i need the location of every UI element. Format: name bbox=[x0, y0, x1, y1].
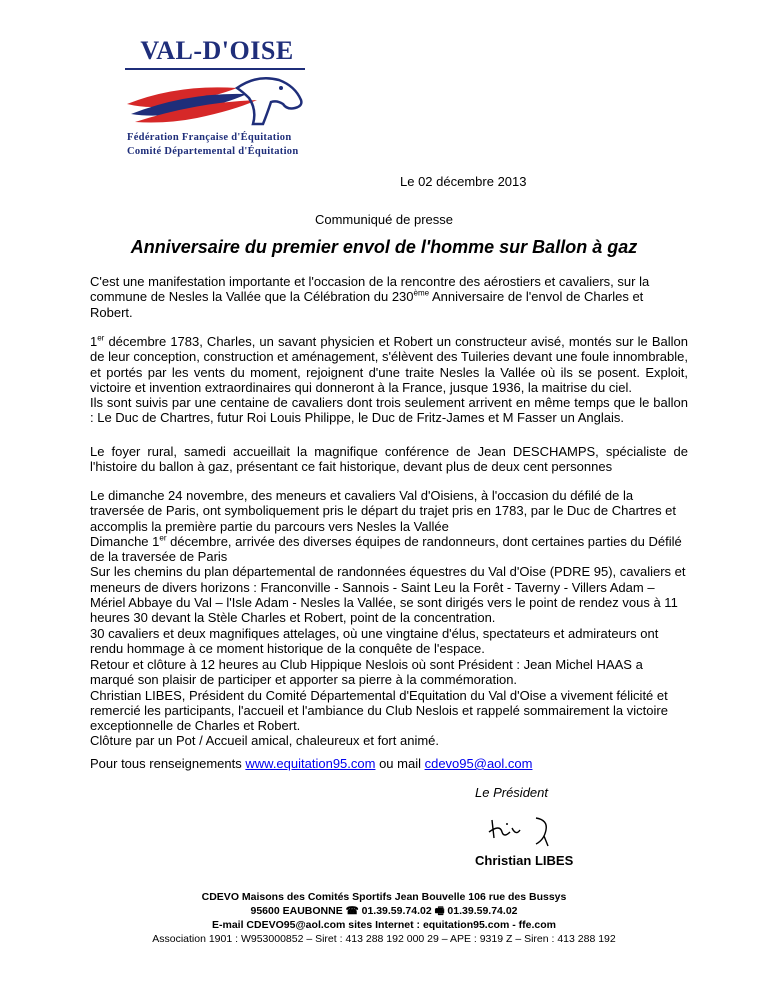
contact-prefix: Pour tous renseignements bbox=[90, 756, 246, 771]
intro-text-start: C'est une manifestation importante et l'occasion de la rencontre des aérostiers et cavaliers, sur la commune de Nesles la Vallée que la Célébration du 230 bbox=[90, 274, 650, 305]
history-day: 1 bbox=[90, 334, 98, 349]
closing-line-2: Christian LIBES, Président du Comité Départemental d'Equitation du Val d'Oise a vivement félicité et remercié les participants, l'accueil et l'ambiance du Club Neslois et rappelé sommairement la victoire exceptionnelle de Charles et Robert. bbox=[90, 687, 668, 734]
history-text: décembre 1783, Charles, un savant physicien et Robert un constructeur avisé, montés sur le Ballon de leur conception, construction et aménagement, s'élèvent des Tuileries devant une foule innombrable, et portés par les vents du moment, rejoignent d'une traite Nesles la Vallée où ils se posent. Exploit, victoire et invention extraordinaires qui donneront à la France, jusque 1936, la maitrise du ciel. bbox=[90, 334, 688, 395]
press-release-label: Communiqué de presse bbox=[314, 212, 454, 227]
intro-superscript: ème bbox=[413, 288, 430, 298]
events-paragraph bbox=[90, 488, 688, 656]
footer-address: CDEVO Maisons des Comités Sportifs Jean Bouvelle 106 rue des Bussys bbox=[201, 891, 567, 903]
intro-paragraph bbox=[90, 274, 688, 320]
closing-line-3: Clôture par un Pot / Accueil amical, chaleureux et fort animé. bbox=[90, 733, 440, 749]
events-line-2 bbox=[90, 534, 688, 565]
events-line-4: 30 cavaliers et deux magnifiques attelages, où une vingtaine d'élus, spectateurs et admirateurs ont rendu hommage à ce moment historique de la conquête de l'espace. bbox=[90, 625, 659, 656]
footer bbox=[0, 890, 768, 946]
history-riders-text: Ils sont suivis par une centaine de cavaliers dont trois seulement arrivent en même temps que le ballon : Le Duc de Chartres, futur Roi Louis Philippe, le Duc de Fritz-James et M Fasser un Anglais. bbox=[90, 395, 688, 426]
document-date: Le 02 décembre 2013 bbox=[400, 174, 527, 189]
signature-name: Christian LIBES bbox=[475, 853, 574, 868]
conference-text: Le foyer rural, samedi accueillait la magnifique conférence de Jean DESCHAMPS, spécialiste de l'histoire du ballon à gaz, présentant ce fait historique, devant plus de deux cent personnes bbox=[90, 444, 688, 475]
contact-middle: ou mail bbox=[375, 756, 425, 771]
intro-text-end: Anniversaire de l'envol de Charles et Robert. bbox=[90, 289, 644, 320]
logo-title: VAL-D'OISE bbox=[140, 36, 294, 65]
footer-registration: Association 1901 : W953000852 – Siret : 413 288 192 000 29 – APE : 9319 Z – Siren : 413 288 192 bbox=[152, 933, 616, 945]
headline: Anniversaire du premier envol de l'homme sur Ballon à gaz bbox=[130, 237, 638, 257]
federation-logo bbox=[117, 32, 317, 168]
conference-paragraph bbox=[90, 444, 688, 475]
email-link[interactable]: cdevo95@aol.com bbox=[424, 756, 533, 771]
logo-federation-text: Fédération Française d'Équitation bbox=[127, 132, 292, 143]
events-superscript: er bbox=[159, 533, 167, 543]
events-line-1: Le dimanche 24 novembre, des meneurs et cavaliers Val d'Oisiens, à l'occasion du défilé de la traversée de Paris, ont symboliquement pris le départ du trajet pris en 1783, par le Duc de Chartres et accomplis la première partie du parcours vers Nesles la Vallée bbox=[90, 488, 677, 534]
contact-info bbox=[90, 756, 688, 771]
history-superscript: er bbox=[97, 333, 105, 343]
handwritten-signature bbox=[486, 810, 566, 850]
logo-comite-text: Comité Départemental d'Équitation bbox=[127, 146, 299, 157]
history-paragraph bbox=[90, 334, 688, 426]
footer-phone: 95600 EAUBONNE ☎ 01.39.59.74.02 🖷 01.39.59.74.02 bbox=[250, 905, 518, 917]
events-line-3: Sur les chemins du plan départemental de randonnées équestres du Val d'Oise (PDRE 95), cavaliers et meneurs de divers horizons : Franconville - Sannois - Saint Leu la Forêt - Taverny - Villers Adam – Mériel Abbaye du Val – l'Isle Adam - Nesles la Vallée, se sont dirigés vers le point de rendez vous à 11 heures 30 devant la Stèle Charles et Robert, point de la concentration. bbox=[90, 564, 686, 626]
horse-head-icon bbox=[117, 70, 317, 130]
signature-role: Le Président bbox=[475, 785, 548, 800]
closing-paragraph bbox=[90, 657, 688, 749]
closing-line-1: Retour et clôture à 12 heures au Club Hippique Neslois où sont Président : Jean Michel HAAS a marqué son plaisir de participer et apporter sa pierre à la commémoration. bbox=[90, 657, 643, 688]
website-link[interactable]: www.equitation95.com bbox=[245, 756, 376, 771]
events-line-2-end: décembre, arrivée des diverses équipes de randonneurs, dont certaines parties du Défilé de la traversée de Paris bbox=[90, 533, 682, 565]
footer-contact: E-mail CDEVO95@aol.com sites Internet : equitation95.com - ffe.com bbox=[212, 919, 556, 931]
events-line-2-start: Dimanche 1 bbox=[90, 533, 160, 549]
